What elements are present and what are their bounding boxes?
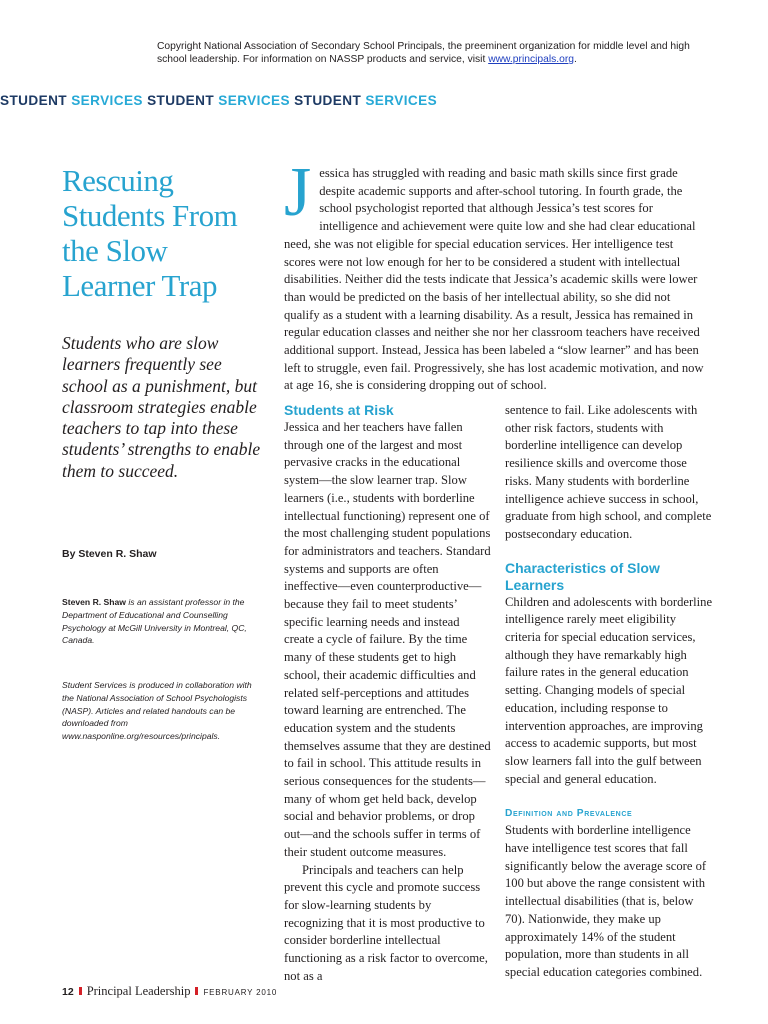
band-word-services: SERVICES <box>71 93 143 108</box>
heading-students-at-risk: Students at Risk <box>284 402 394 418</box>
intro-text: essica has struggled with reading and basic math skills since first grade despite academic supports and after-school tutoring. In fourth grade, the school psychologist reported that although Jessica’s test scores for intelligence and achievement were quite low and she had clear educational need, she was not eligible for special education services. Her intelligence test scores were not low enough for her to be considered a student with intellectual disabilities. Neither did the tests indicate that Jessica’s academic skills were lower than would be predicted on the basis of her intellectual ability, so she did not qualify as a student with a learning disability. As a result, Jessica has remained in regular education classes and neither she nor her classroom teachers have received additional support. Instead, Jessica has been labeled a “slow learner” and has been left to struggle, even fail. Progressively, she has lost academic motivation, and now at age 16, she is considering dropping out of school. <box>284 166 704 393</box>
page-number: 12 <box>62 986 74 998</box>
section-band <box>0 93 437 111</box>
footer-separator <box>79 987 82 995</box>
column-left <box>284 402 492 986</box>
author-name: Steven R. Shaw <box>62 597 126 607</box>
issue-date: FEBRUARY 2010 <box>203 988 278 997</box>
article-deck: Students who are slow learners frequently see school as a punishment, but classroom strategies enable teachers to tap into these students’ strengths to enable them to succeed. <box>62 333 261 481</box>
drop-cap: J <box>284 154 312 231</box>
author-bio <box>62 596 262 647</box>
footer-separator <box>195 987 198 995</box>
band-word-services: SERVICES <box>365 93 438 108</box>
body-paragraph: Children and adolescents with borderline intelligence rarely meet eligibility criteria for special education services, although they have remarkably high failure rates in the general education setting. Changing models of special education, including response to intervention approaches, are improving access to academic supports, but most slow learners fall into the gulf between special and general education. <box>505 594 713 786</box>
band-word-services: SERVICES <box>218 93 290 108</box>
page-footer <box>62 984 277 999</box>
heading-characteristics: Characteristics of Slow Learners <box>505 559 660 593</box>
band-word-student: STUDENT <box>294 93 362 108</box>
body-paragraph: Students with borderline intelligence have intelligence test scores that fall significantly below the average score of 100 but above the range consistent with intellectual disabilities (that is, below 70). Nationwide, they make up approximately 14% of the student population, more than students in all special education categories combined. <box>505 823 707 979</box>
band-word-student: STUDENT <box>0 93 67 108</box>
column-right <box>505 402 713 982</box>
principals-link[interactable]: www.principals.org <box>488 54 575 65</box>
partner-note: Student Services is produced in collaboration with the National Association of School Psychologists (NASP). Articles and related handouts can be downloaded from www.nasponline.org/resources/principals. <box>62 680 252 742</box>
band-word-student: STUDENT <box>147 93 215 108</box>
article-title: Rescuing Students From the Slow Learner Trap <box>62 163 238 303</box>
copyright-text: Copyright National Association of Secondary School Principals, the preeminent organization for middle level and high school leadership. For information on NASSP products and service, visit <box>157 41 690 65</box>
body-paragraph-continued: sentence to fail. Like adolescents with other risk factors, students with borderline intelligence can develop resilience skills and overcome those risks. Many students with borderline intelligence achieve success in school, graduate from high school, and complete postsecondary education. <box>505 403 712 541</box>
copyright-notice <box>157 40 717 66</box>
byline: By Steven R. Shaw <box>62 548 157 560</box>
body-paragraph: Jessica and her teachers have fallen through one of the largest and most pervasive cracks in the educational system—the slow learner trap. Slow learners (i.e., students with borderline intellectual functioning) represent one of the most challenging student populations for administrators and teachers. Standard systems and supports are often ineffective—even counterproductive—because they fail to meet students’ specific learning needs and instead create a cycle of failure. By the time many of these students get to high school, their academic difficulties and related self-perceptions and attitudes toward learning are entrenched. The education system and the students themselves assume that they are destined to fail in school. This attitude results in serious consequences for the students—many of whom get held back, develop social and behavior problems, or drop out—and the schools suffer in terms of their student outcome measures. <box>284 420 491 859</box>
publication-name: Principal Leadership <box>86 984 191 998</box>
body-paragraph: Principals and teachers can help prevent this cycle and promote success for slow-learning students by recognizing that it is most productive to consider borderline intellectual functioning as a risk factor to overcome, not as a <box>284 862 488 983</box>
copyright-end: . <box>574 54 577 65</box>
author-bio-text: is an assistant professor in the Department of Educational and Counselling Psychology at McGill University in Montreal, QC, Canada. <box>62 597 247 646</box>
heading-definition-prevalence: Definition and Prevalence <box>505 808 633 820</box>
intro-paragraph <box>284 154 706 395</box>
